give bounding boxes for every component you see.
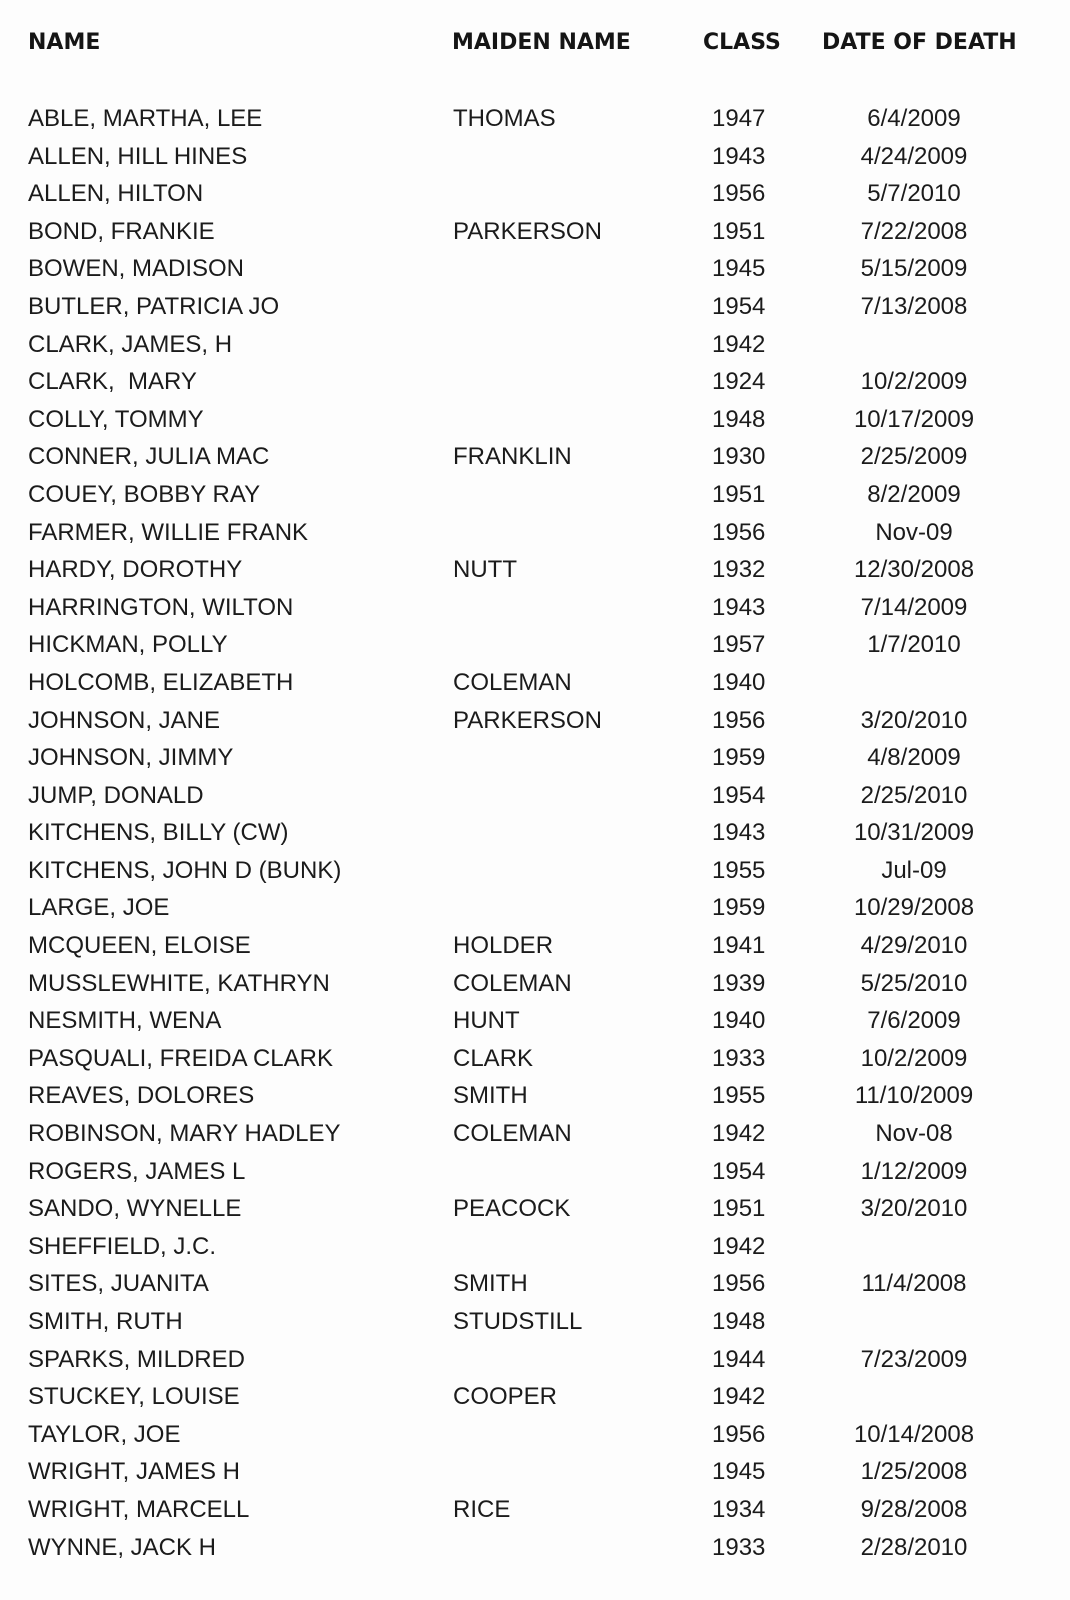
table-row (0, 254, 1070, 292)
cell-date-of-death: 7/14/2009 (860, 593, 968, 621)
cell-date-of-death: 9/28/2008 (860, 1495, 968, 1523)
cell-name: KITCHENS, JOHN D (BUNK) (28, 856, 342, 884)
cell-class: 1956 (712, 1420, 766, 1448)
cell-maiden-name: STUDSTILL (453, 1308, 583, 1335)
cell-name: ALLEN, HILL HINES (28, 142, 248, 170)
cell-date-of-death: 10/31/2009 (853, 819, 975, 847)
cell-class: 1951 (712, 1195, 766, 1223)
cell-class: 1945 (712, 255, 766, 283)
cell-name: REAVES, DOLORES (28, 1082, 255, 1110)
table-row (0, 893, 1070, 931)
cell-date-of-death: 1/7/2010 (867, 631, 961, 659)
cell-class: 1945 (712, 1458, 766, 1486)
cell-name: CONNER, JULIA MAC (28, 443, 270, 471)
cell-name: SMITH, RUTH (28, 1308, 183, 1335)
cell-class: 1956 (712, 180, 766, 208)
table-row (0, 1269, 1070, 1307)
table-row (0, 593, 1070, 631)
cell-maiden-name: COLEMAN (453, 1120, 572, 1148)
cell-name: KITCHENS, BILLY (CW) (28, 819, 289, 847)
cell-name: SANDO, WYNELLE (28, 1195, 242, 1223)
table-row (0, 931, 1070, 969)
table-row (0, 630, 1070, 668)
cell-name: BOND, FRANKIE (28, 217, 215, 245)
cell-date-of-death: 12/30/2008 (853, 556, 975, 584)
table-row (0, 969, 1070, 1007)
cell-name: SPARKS, MILDRED (28, 1345, 245, 1373)
cell-date-of-death: 4/24/2009 (860, 142, 968, 170)
cell-date-of-death: Jul-09 (881, 856, 947, 884)
table-row (0, 292, 1070, 330)
cell-class: 1956 (712, 1270, 766, 1298)
cell-class: 1933 (712, 1044, 766, 1072)
cell-name: ALLEN, HILTON (28, 180, 204, 208)
table-row (0, 1157, 1070, 1195)
cell-class: 1942 (712, 330, 766, 358)
cell-date-of-death: 4/8/2009 (867, 744, 961, 772)
table-row (0, 1420, 1070, 1458)
cell-class: 1942 (712, 1232, 766, 1260)
table-row (0, 142, 1070, 180)
cell-name: JOHNSON, JANE (28, 706, 221, 734)
table-row (0, 217, 1070, 255)
cell-date-of-death: 7/22/2008 (860, 217, 968, 245)
cell-maiden-name: FRANKLIN (453, 443, 572, 471)
cell-class: 1959 (712, 744, 766, 772)
table-row (0, 104, 1070, 142)
cell-name: WRIGHT, JAMES H (28, 1458, 241, 1486)
cell-maiden-name: NUTT (453, 556, 517, 584)
cell-class: 1943 (712, 819, 766, 847)
cell-name: PASQUALI, FREIDA CLARK (28, 1044, 333, 1072)
cell-class: 1933 (712, 1533, 766, 1561)
cell-class: 1951 (712, 480, 766, 508)
cell-date-of-death: 7/23/2009 (860, 1345, 968, 1373)
cell-date-of-death: Nov-08 (875, 1120, 953, 1148)
cell-maiden-name: SMITH (453, 1270, 528, 1298)
table-row (0, 405, 1070, 443)
cell-class: 1940 (712, 1007, 766, 1035)
cell-class: 1944 (712, 1345, 766, 1373)
cell-name: HARDY, DOROTHY (28, 556, 243, 584)
table-row (0, 1457, 1070, 1495)
cell-name: HICKMAN, POLLY (28, 631, 228, 659)
cell-class: 1957 (712, 631, 766, 659)
table-row (0, 480, 1070, 518)
cell-name: HOLCOMB, ELIZABETH (28, 668, 294, 696)
cell-class: 1951 (712, 217, 766, 245)
cell-name: JUMP, DONALD (28, 781, 204, 809)
cell-class: 1954 (712, 1157, 766, 1185)
cell-name: STUCKEY, LOUISE (28, 1383, 240, 1411)
cell-date-of-death: 11/4/2008 (861, 1270, 967, 1298)
table-row (0, 330, 1070, 368)
table-row (0, 668, 1070, 706)
cell-name: SITES, JUANITA (28, 1270, 209, 1298)
table-row (0, 818, 1070, 856)
cell-date-of-death: 7/13/2008 (860, 292, 968, 320)
cell-date-of-death: 3/20/2010 (860, 706, 968, 734)
cell-class: 1940 (712, 668, 766, 696)
cell-name: CLARK, MARY (28, 368, 197, 396)
table-row (0, 781, 1070, 819)
cell-class: 1941 (712, 932, 766, 960)
cell-date-of-death: 10/29/2008 (853, 894, 975, 922)
cell-date-of-death: 5/25/2010 (860, 969, 968, 997)
table-row (0, 1533, 1070, 1571)
table-row (0, 442, 1070, 480)
cell-maiden-name: CLARK (453, 1044, 534, 1072)
header-name: NAME (28, 30, 101, 55)
table-row (0, 1044, 1070, 1082)
cell-maiden-name: PARKERSON (453, 217, 602, 245)
cell-class: 1947 (712, 105, 766, 132)
cell-class: 1924 (712, 368, 766, 396)
table-row (0, 1119, 1070, 1157)
cell-date-of-death: 10/14/2008 (853, 1420, 975, 1448)
cell-date-of-death: 2/28/2010 (860, 1533, 968, 1561)
cell-name: ROBINSON, MARY HADLEY (28, 1120, 341, 1148)
cell-maiden-name: COOPER (453, 1383, 558, 1411)
cell-class: 1955 (712, 1082, 766, 1110)
cell-name: JOHNSON, JIMMY (28, 744, 234, 772)
cell-class: 1939 (712, 969, 766, 997)
table-row (0, 856, 1070, 894)
cell-name: MUSSLEWHITE, KATHRYN (28, 969, 330, 997)
cell-maiden-name: HOLDER (453, 932, 554, 960)
cell-date-of-death: Nov-09 (875, 518, 953, 546)
cell-class: 1955 (712, 856, 766, 884)
table-row (0, 1382, 1070, 1420)
table-row (0, 743, 1070, 781)
header-date-of-death: DATE OF DEATH (822, 30, 1017, 55)
cell-maiden-name: PARKERSON (453, 706, 602, 734)
cell-date-of-death: 8/2/2009 (867, 480, 961, 508)
cell-class: 1942 (712, 1383, 766, 1411)
cell-name: CLARK, JAMES, H (28, 330, 233, 358)
cell-maiden-name: THOMAS (453, 105, 556, 132)
cell-maiden-name: SMITH (453, 1082, 528, 1110)
table-row (0, 555, 1070, 593)
cell-date-of-death: 10/2/2009 (860, 1044, 968, 1072)
cell-class: 1942 (712, 1120, 766, 1148)
cell-class: 1932 (712, 556, 766, 584)
cell-name: SHEFFIELD, J.C. (28, 1232, 217, 1260)
cell-maiden-name: COLEMAN (453, 668, 572, 696)
cell-class: 1948 (712, 405, 766, 433)
table-row (0, 367, 1070, 405)
header-maiden-name: MAIDEN NAME (452, 30, 631, 55)
cell-class: 1956 (712, 706, 766, 734)
cell-name: ABLE, MARTHA, LEE (28, 105, 263, 132)
cell-maiden-name: RICE (453, 1495, 511, 1523)
cell-date-of-death: 11/10/2009 (854, 1082, 974, 1110)
cell-name: LARGE, JOE (28, 894, 170, 922)
table-row (0, 1307, 1070, 1345)
cell-class: 1943 (712, 593, 766, 621)
cell-date-of-death: 7/6/2009 (867, 1007, 961, 1035)
cell-date-of-death: 10/2/2009 (860, 368, 968, 396)
cell-date-of-death: 5/7/2010 (867, 180, 961, 208)
cell-maiden-name: HUNT (453, 1007, 520, 1035)
table-row (0, 1232, 1070, 1270)
cell-name: TAYLOR, JOE (28, 1420, 181, 1448)
cell-date-of-death: 3/20/2010 (860, 1195, 968, 1223)
table-row (0, 1495, 1070, 1533)
table-body (0, 104, 1070, 1570)
cell-name: FARMER, WILLIE FRANK (28, 518, 309, 546)
cell-class: 1954 (712, 292, 766, 320)
table-row (0, 1345, 1070, 1383)
cell-class: 1943 (712, 142, 766, 170)
table-row (0, 706, 1070, 744)
cell-class: 1948 (712, 1308, 766, 1335)
cell-name: NESMITH, WENA (28, 1007, 222, 1035)
cell-name: MCQUEEN, ELOISE (28, 932, 251, 960)
table-row (0, 179, 1070, 217)
cell-class: 1934 (712, 1495, 766, 1523)
cell-date-of-death: 2/25/2009 (860, 443, 968, 471)
cell-date-of-death: 1/12/2009 (860, 1157, 968, 1185)
cell-date-of-death: 10/17/2009 (853, 405, 975, 433)
cell-name: WRIGHT, MARCELL (28, 1495, 250, 1523)
cell-maiden-name: COLEMAN (453, 969, 572, 997)
header-class: CLASS (703, 30, 781, 55)
cell-name: COUEY, BOBBY RAY (28, 480, 261, 508)
cell-name: ROGERS, JAMES L (28, 1157, 246, 1185)
cell-date-of-death: 5/15/2009 (860, 255, 968, 283)
table-row (0, 1081, 1070, 1119)
cell-date-of-death: 4/29/2010 (860, 932, 968, 960)
table-row (0, 1006, 1070, 1044)
cell-name: BUTLER, PATRICIA JO (28, 292, 280, 320)
cell-date-of-death: 1/25/2008 (860, 1458, 968, 1486)
cell-name: HARRINGTON, WILTON (28, 593, 294, 621)
cell-name: BOWEN, MADISON (28, 255, 245, 283)
table-header (0, 30, 1070, 66)
cell-class: 1959 (712, 894, 766, 922)
table-row (0, 518, 1070, 556)
cell-class: 1930 (712, 443, 766, 471)
cell-name: COLLY, TOMMY (28, 405, 204, 433)
cell-date-of-death: 6/4/2009 (867, 105, 961, 132)
cell-class: 1956 (712, 518, 766, 546)
cell-name: WYNNE, JACK H (28, 1533, 217, 1561)
cell-class: 1954 (712, 781, 766, 809)
cell-date-of-death: 2/25/2010 (860, 781, 968, 809)
table-row (0, 1194, 1070, 1232)
cell-maiden-name: PEACOCK (453, 1195, 571, 1223)
